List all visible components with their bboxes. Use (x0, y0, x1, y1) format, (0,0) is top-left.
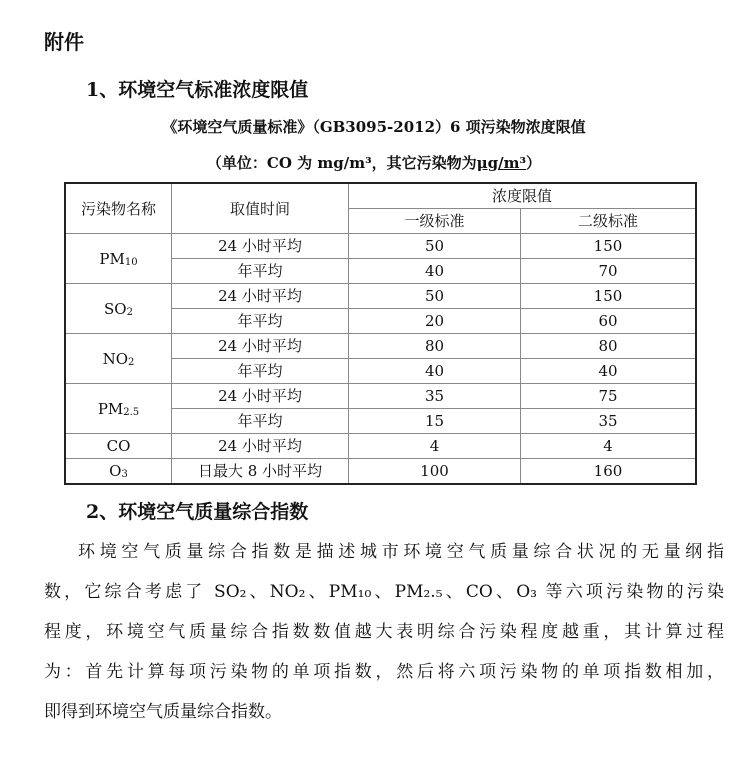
grade2-cell: 35 (521, 409, 697, 434)
table-unit-note (0, 152, 748, 173)
table-title: 《环境空气质量标准》（GB3095-2012）6 项污染物浓度限值 (162, 118, 586, 136)
header-grade1: 一级标准 (349, 209, 521, 234)
paragraph-line: 数，它综合考虑了 SO₂、NO₂、PM₁₀、PM₂.₅、CO、O₃ 等六项污染物的污染 (44, 582, 724, 602)
header-grade2: 二级标准 (521, 209, 697, 234)
pollutant-limits-table (64, 182, 697, 485)
grade2-cell: 40 (521, 359, 697, 384)
grade2-cell: 75 (521, 384, 697, 409)
grade1-cell: 40 (349, 359, 521, 384)
pollutant-name-cell: $O_3$ (65, 459, 172, 485)
unit-suffix: ） (526, 154, 542, 172)
attachment-heading: 附件 (44, 30, 84, 54)
table-row (65, 434, 696, 459)
header-period: 取值时间 (172, 183, 349, 234)
table-row (65, 284, 696, 309)
period-cell: 日最大 8 小时平均 (172, 459, 349, 485)
header-limit: 浓度限值 (349, 183, 697, 209)
grade2-cell: 80 (521, 334, 697, 359)
unit-prefix: （单位：CO 为 mg/m³，其它污染物为 (206, 154, 477, 172)
period-cell: 年平均 (172, 309, 349, 334)
pollutant-name-cell: CO (65, 434, 172, 459)
header-pollutant: 污染物名称 (65, 183, 172, 234)
paragraph-line: 程度，环境空气质量综合指数数值越大表明综合污染程度越重，其计算过程 (44, 622, 724, 642)
grade1-cell: 40 (349, 259, 521, 284)
table-row (65, 384, 696, 409)
grade1-cell: 20 (349, 309, 521, 334)
table-row (65, 334, 696, 359)
grade1-cell: 50 (349, 284, 521, 309)
period-cell: 24 小时平均 (172, 434, 349, 459)
grade2-cell: 4 (521, 434, 697, 459)
grade1-cell: 50 (349, 234, 521, 259)
paragraph-line: 即得到环境空气质量综合指数。 (44, 702, 282, 722)
period-cell: 24 小时平均 (172, 284, 349, 309)
table-row (65, 459, 696, 485)
section-2-title: 2、环境空气质量综合指数 (86, 501, 309, 523)
grade1-cell: 15 (349, 409, 521, 434)
grade2-cell: 60 (521, 309, 697, 334)
paragraph-line: 为：首先计算每项污染物的单项指数，然后将六项污染物的单项指数相加， (44, 662, 724, 682)
grade1-cell: 100 (349, 459, 521, 485)
grade2-cell: 150 (521, 284, 697, 309)
period-cell: 24 小时平均 (172, 234, 349, 259)
period-cell: 年平均 (172, 409, 349, 434)
period-cell: 年平均 (172, 259, 349, 284)
grade2-cell: 160 (521, 459, 697, 485)
pollutant-name-cell: $PM_{2.5}$ (65, 384, 172, 434)
pollutant-name-cell: $PM_{10}$ (65, 234, 172, 284)
pollutant-name-cell: $SO_2$ (65, 284, 172, 334)
period-cell: 年平均 (172, 359, 349, 384)
pollutant-name-cell: $NO_2$ (65, 334, 172, 384)
paragraph-line: 环境空气质量综合指数是描述城市环境空气质量综合状况的无量纲指 (78, 542, 724, 562)
period-cell: 24 小时平均 (172, 384, 349, 409)
table-row (65, 234, 696, 259)
grade1-cell: 80 (349, 334, 521, 359)
grade2-cell: 150 (521, 234, 697, 259)
grade1-cell: 35 (349, 384, 521, 409)
section-2-paragraph (44, 532, 724, 732)
unit-highlight: μg/m³ (476, 154, 527, 172)
grade2-cell: 70 (521, 259, 697, 284)
period-cell: 24 小时平均 (172, 334, 349, 359)
grade1-cell: 4 (349, 434, 521, 459)
section-1-title: 1、环境空气标准浓度限值 (86, 79, 309, 101)
